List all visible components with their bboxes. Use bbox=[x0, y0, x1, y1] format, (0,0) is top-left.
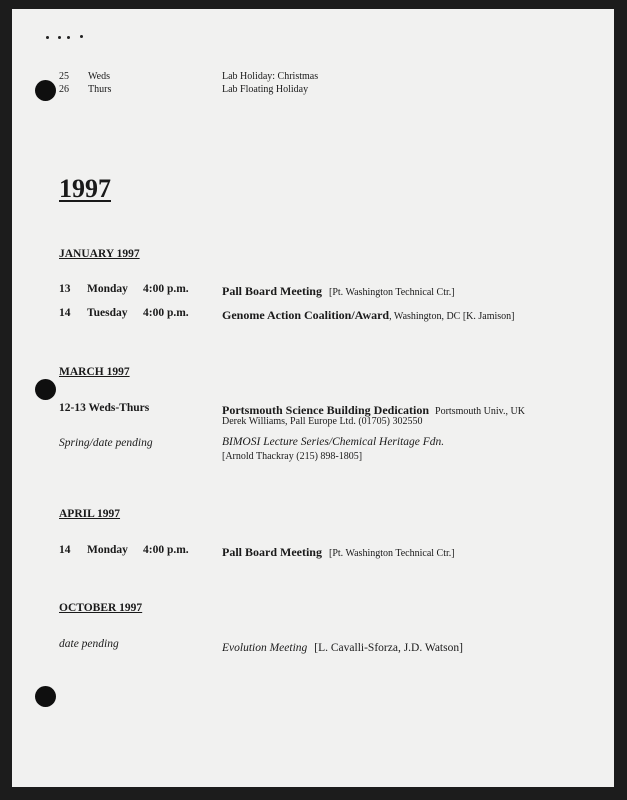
entry-detail: [Pt. Washington Technical Ctr.] bbox=[328, 287, 455, 298]
entry-day: 25 bbox=[59, 71, 69, 82]
month-heading-january: JANUARY 1997 bbox=[59, 248, 140, 260]
entry-date: Spring/date pending bbox=[59, 437, 153, 449]
punch-hole-bottom bbox=[35, 686, 56, 707]
entry-detail: Portsmouth Univ., UK bbox=[435, 406, 525, 417]
entry-subline: [Arnold Thackray (215) 898-1805] bbox=[222, 451, 363, 462]
entry-title: Genome Action Coalition/Award bbox=[222, 308, 390, 322]
month-heading-october: OCTOBER 1997 bbox=[59, 602, 143, 614]
entry-day: 26 bbox=[59, 84, 69, 95]
entry-weekday: Thurs bbox=[88, 84, 112, 95]
entry-weekday: Weds bbox=[88, 71, 110, 82]
entry-title: BIMOSI Lecture Series/Chemical Heritage Fdn. bbox=[222, 436, 445, 448]
entry-day: 14 bbox=[59, 544, 71, 556]
entry-detail: , Washington, DC [K. Jamison] bbox=[389, 311, 515, 322]
entry-time: 4:00 p.m. bbox=[143, 544, 189, 556]
punch-hole-middle bbox=[35, 379, 56, 400]
entry-title: Pall Board Meeting bbox=[222, 284, 322, 298]
month-heading-march: MARCH 1997 bbox=[59, 366, 130, 378]
entry-event: Lab Floating Holiday bbox=[222, 84, 309, 95]
entry-weekday: Monday bbox=[87, 283, 128, 295]
entry-line bbox=[222, 638, 463, 656]
entry-day: 14 bbox=[59, 307, 71, 319]
entry-title: Portsmouth Science Building Dedication bbox=[222, 403, 430, 417]
entry-day: 13 bbox=[59, 283, 71, 295]
entry-subline: Derek Williams, Pall Europe Ltd. (01705) 302550 bbox=[222, 416, 423, 427]
entry-line bbox=[222, 543, 455, 561]
paper-page bbox=[12, 9, 614, 787]
month-heading-april: APRIL 1997 bbox=[59, 508, 121, 520]
entry-date: 12-13 Weds-Thurs bbox=[59, 402, 150, 414]
entry-weekday: Tuesday bbox=[87, 307, 128, 319]
entry-time: 4:00 p.m. bbox=[143, 283, 189, 295]
entry-time: 4:00 p.m. bbox=[143, 307, 189, 319]
entry-date: date pending bbox=[59, 638, 119, 650]
entry-detail: [Pt. Washington Technical Ctr.] bbox=[328, 548, 455, 559]
year-heading: 1997 bbox=[59, 174, 111, 203]
entry-line bbox=[222, 282, 455, 300]
entry-title: Pall Board Meeting bbox=[222, 545, 322, 559]
entry-line bbox=[222, 306, 515, 324]
entry-title: Evolution Meeting bbox=[222, 642, 308, 654]
entry-weekday: Monday bbox=[87, 544, 128, 556]
punch-hole-top bbox=[35, 80, 56, 101]
entry-detail: [L. Cavalli-Sforza, J.D. Watson] bbox=[314, 642, 463, 654]
scan-specks bbox=[46, 36, 86, 42]
entry-event: Lab Holiday: Christmas bbox=[222, 71, 319, 82]
